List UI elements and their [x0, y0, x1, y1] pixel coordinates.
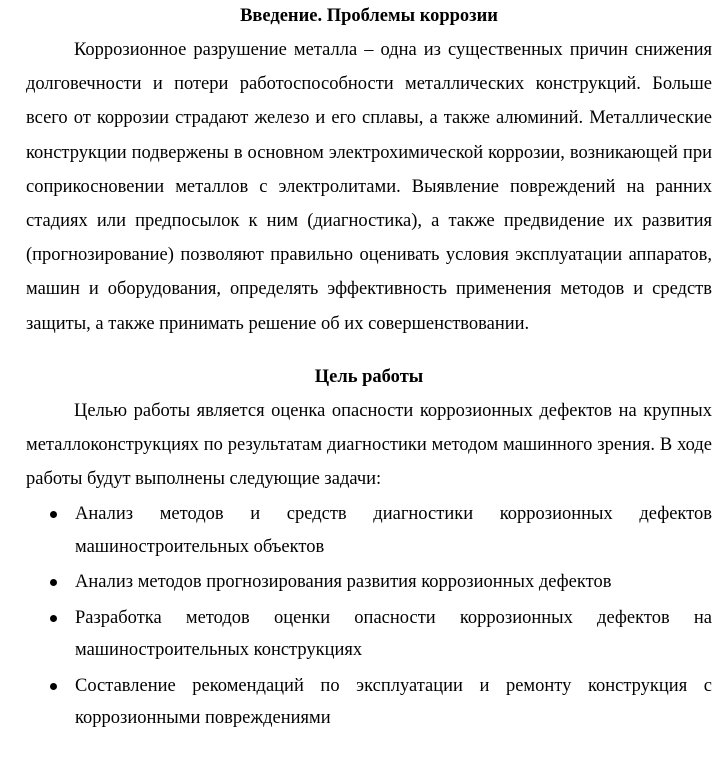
task-text: Анализ методов и средств диагностики коррозионных дефектов машиностроительных объектов [75, 504, 712, 557]
document-page [26, 0, 712, 735]
task-text: Разработка методов оценки опасности коррозионных дефектов на машиностроительных конструкциях [75, 607, 712, 661]
list-item [26, 498, 712, 563]
list-item [26, 602, 712, 667]
bullet-icon [50, 511, 57, 518]
goal-heading: Цель работы [314, 366, 424, 387]
task-text: Анализ методов прогнозирования развития коррозионных дефектов [75, 572, 612, 593]
bullet-icon [50, 579, 57, 586]
bullet-icon [50, 683, 57, 690]
task-text: Составление рекомендаций по эксплуатации и ремонту конструкция с коррозионными повреждениями [75, 675, 712, 729]
task-list [26, 498, 712, 735]
intro-heading: Введение. Проблемы коррозии [240, 6, 498, 26]
bullet-icon [50, 615, 57, 622]
list-item [26, 566, 712, 599]
list-item [26, 670, 712, 735]
goal-paragraph: Целью работы является оценка опасности коррозионных дефектов на крупных металлоконструкциях по результатам диагностики методом машинного зрения. В ходе работы будут выполнены следующие задачи: [26, 400, 712, 490]
intro-paragraph: Коррозионное разрушение металла – одна из существенных причин снижения долговечности и потери работоспособности металлических конструкций. Больше всего от коррозии страдают железо и его сплавы, а также алюминий. Металлические конструкции подвержены в основном электрохимической коррозии, возникающей при соприкосновении металлов с электролитами. Выявление повреждений на ранних стадиях или предпосылок к ним (диагностика), а также предвидение их развития (прогнозирование) позволяют правильно оценивать условия эксплуатации аппаратов, машин и оборудования, определять эффективность применения методов и средств защиты, а также принимать решение об их совершенствовании. [26, 40, 712, 334]
